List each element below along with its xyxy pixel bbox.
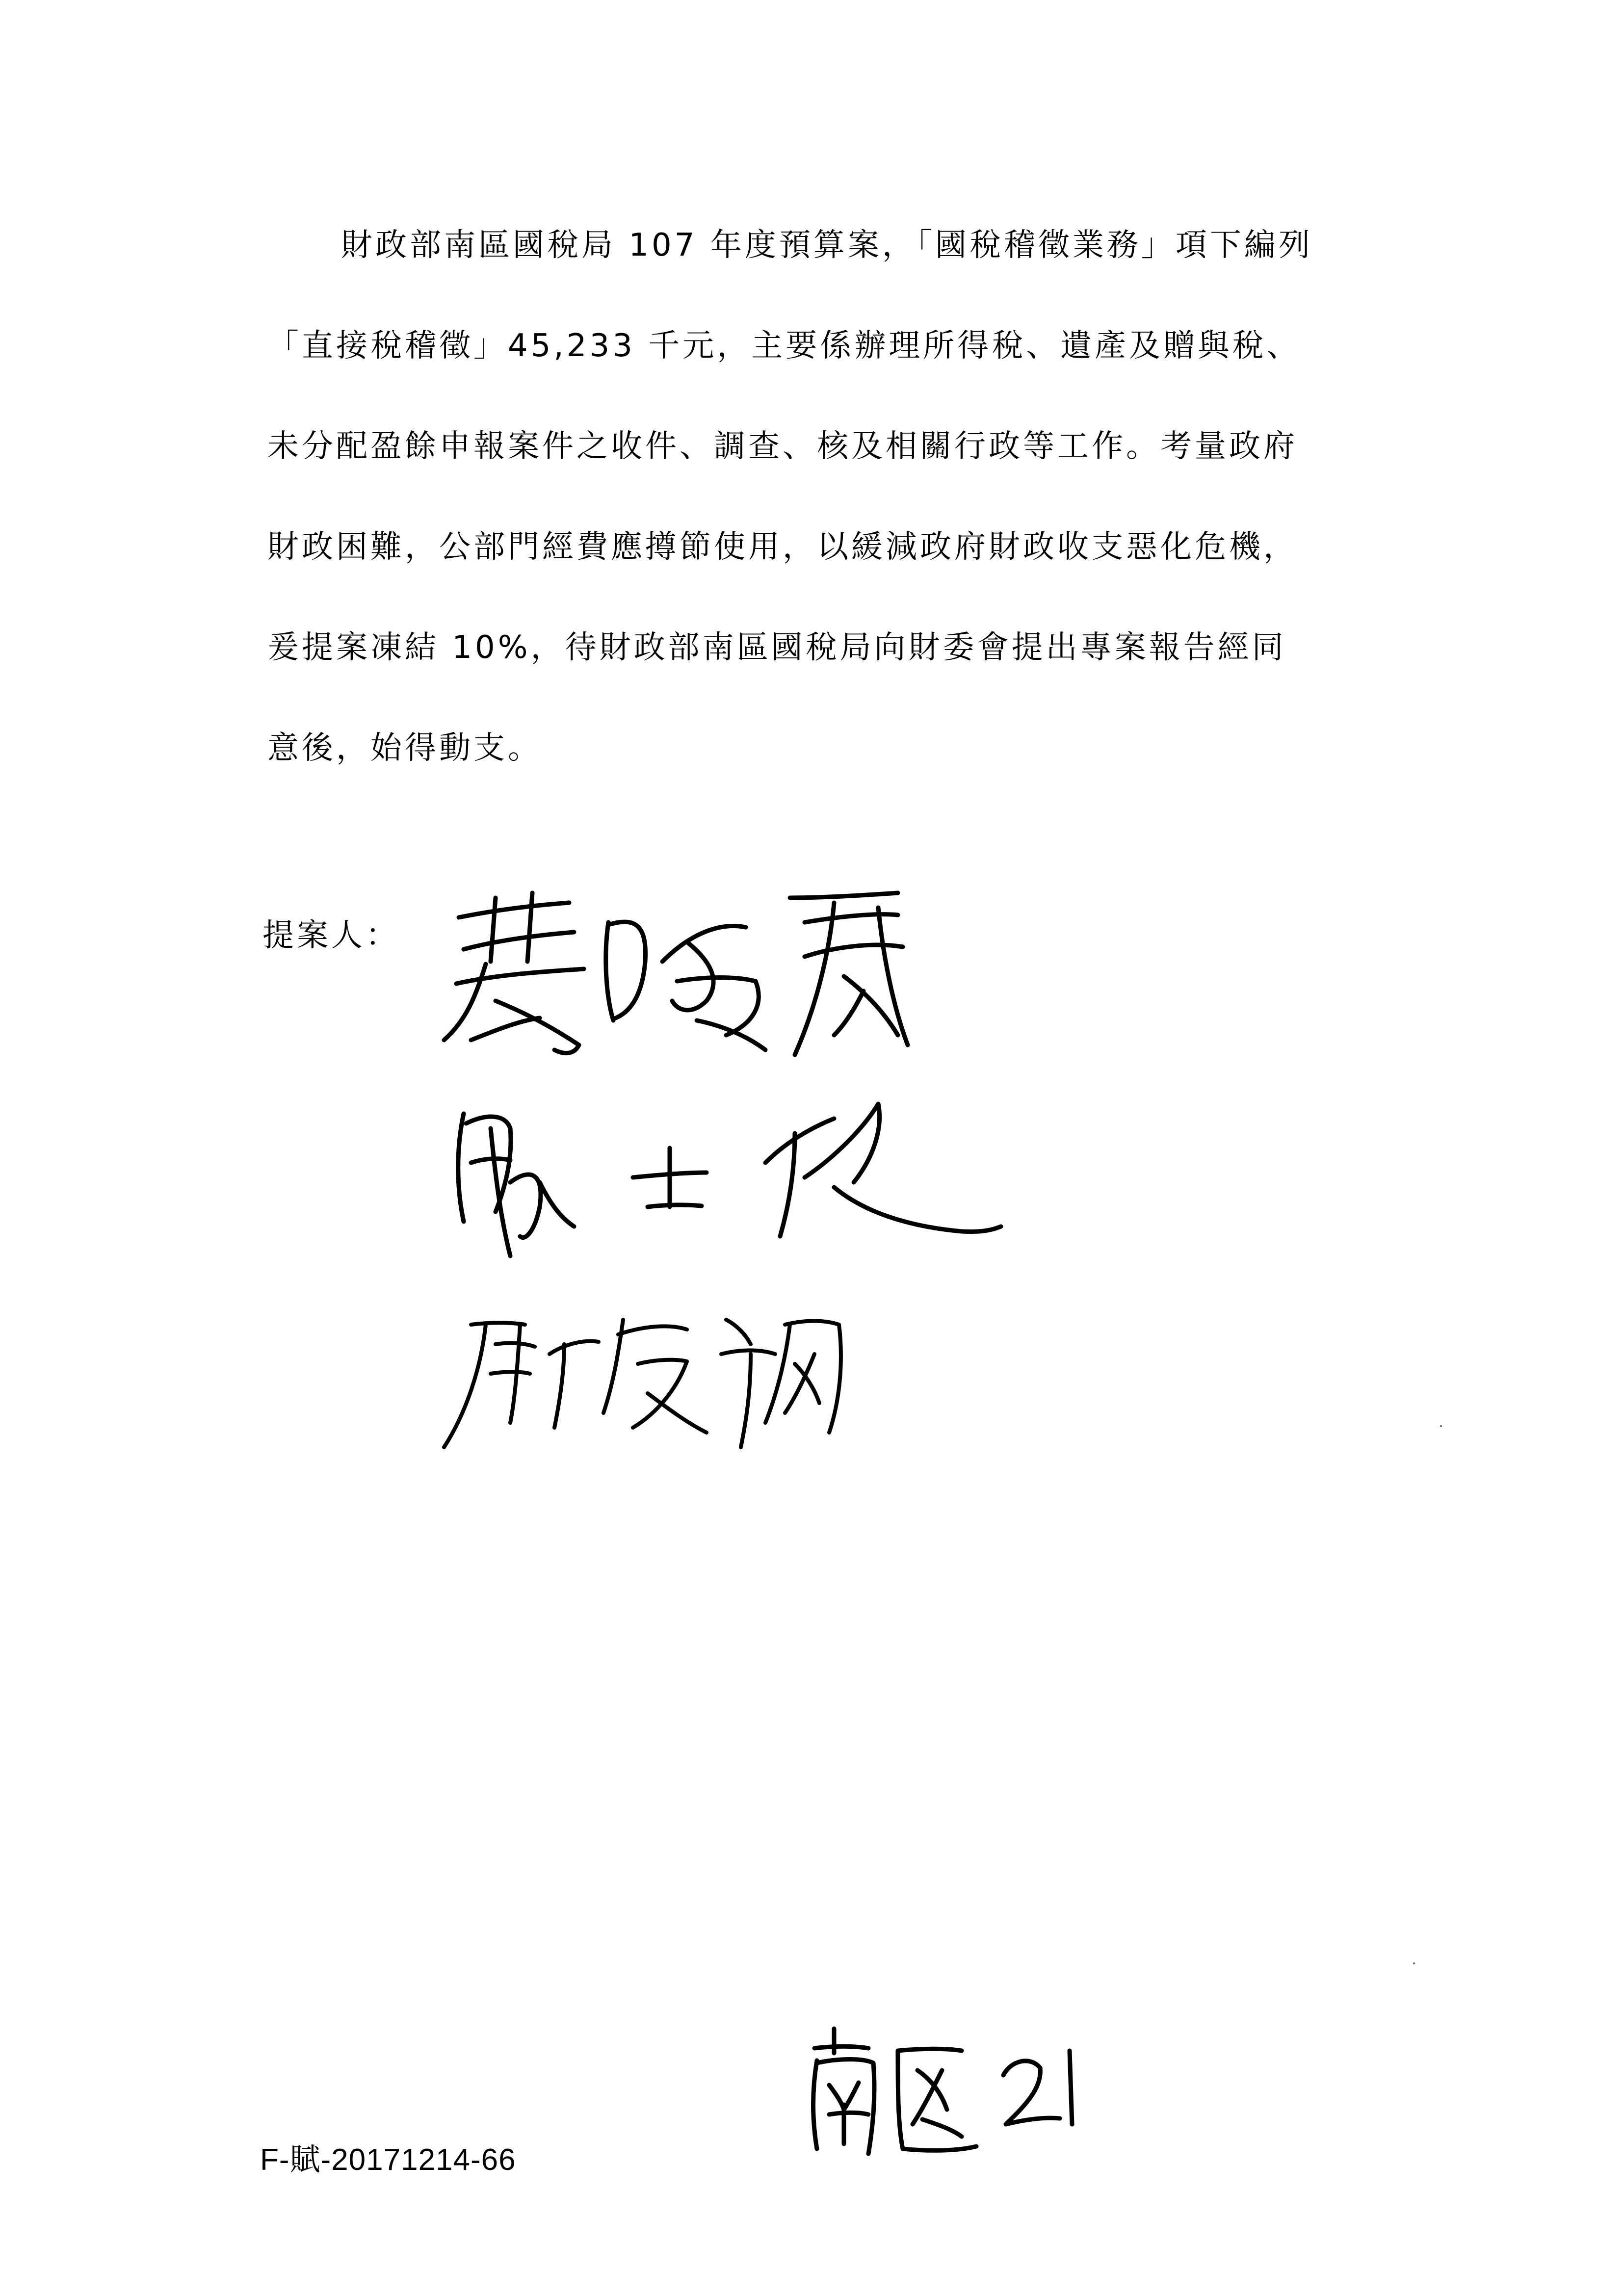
paragraph-line-3: 未分配盈餘申報案件之收件、調查、核及相關行政等工作。考量政府 bbox=[267, 428, 1298, 465]
handwritten-note bbox=[813, 2029, 1073, 2154]
proposer-label: 提案人： bbox=[262, 917, 400, 954]
paragraph-line-5: 爰提案凍結 10%，待財政部南區國稅局向財委會提出專案報告經同 bbox=[267, 629, 1286, 666]
paragraph-line-2: 「直接稅稽徵」45,233 千元，主要係辦理所得稅、遺產及贈與稅、 bbox=[267, 328, 1301, 364]
paragraph-line-1: 財政部南區國稅局 107 年度預算案，「國稅稽徵業務」項下編列 bbox=[341, 227, 1313, 263]
signature-3 bbox=[444, 1320, 841, 1447]
scan-speck bbox=[1413, 1962, 1415, 1964]
paragraph-line-4: 財政困難，公部門經費應撙節使用，以緩減政府財政收支惡化危機， bbox=[267, 529, 1298, 565]
scan-speck bbox=[1440, 1425, 1442, 1427]
signature-2 bbox=[458, 1104, 1001, 1256]
signature-1 bbox=[444, 893, 908, 1055]
paragraph-line-6: 意後，始得動支。 bbox=[267, 730, 542, 766]
form-id: F-賦-20171214-66 bbox=[260, 2143, 516, 2177]
